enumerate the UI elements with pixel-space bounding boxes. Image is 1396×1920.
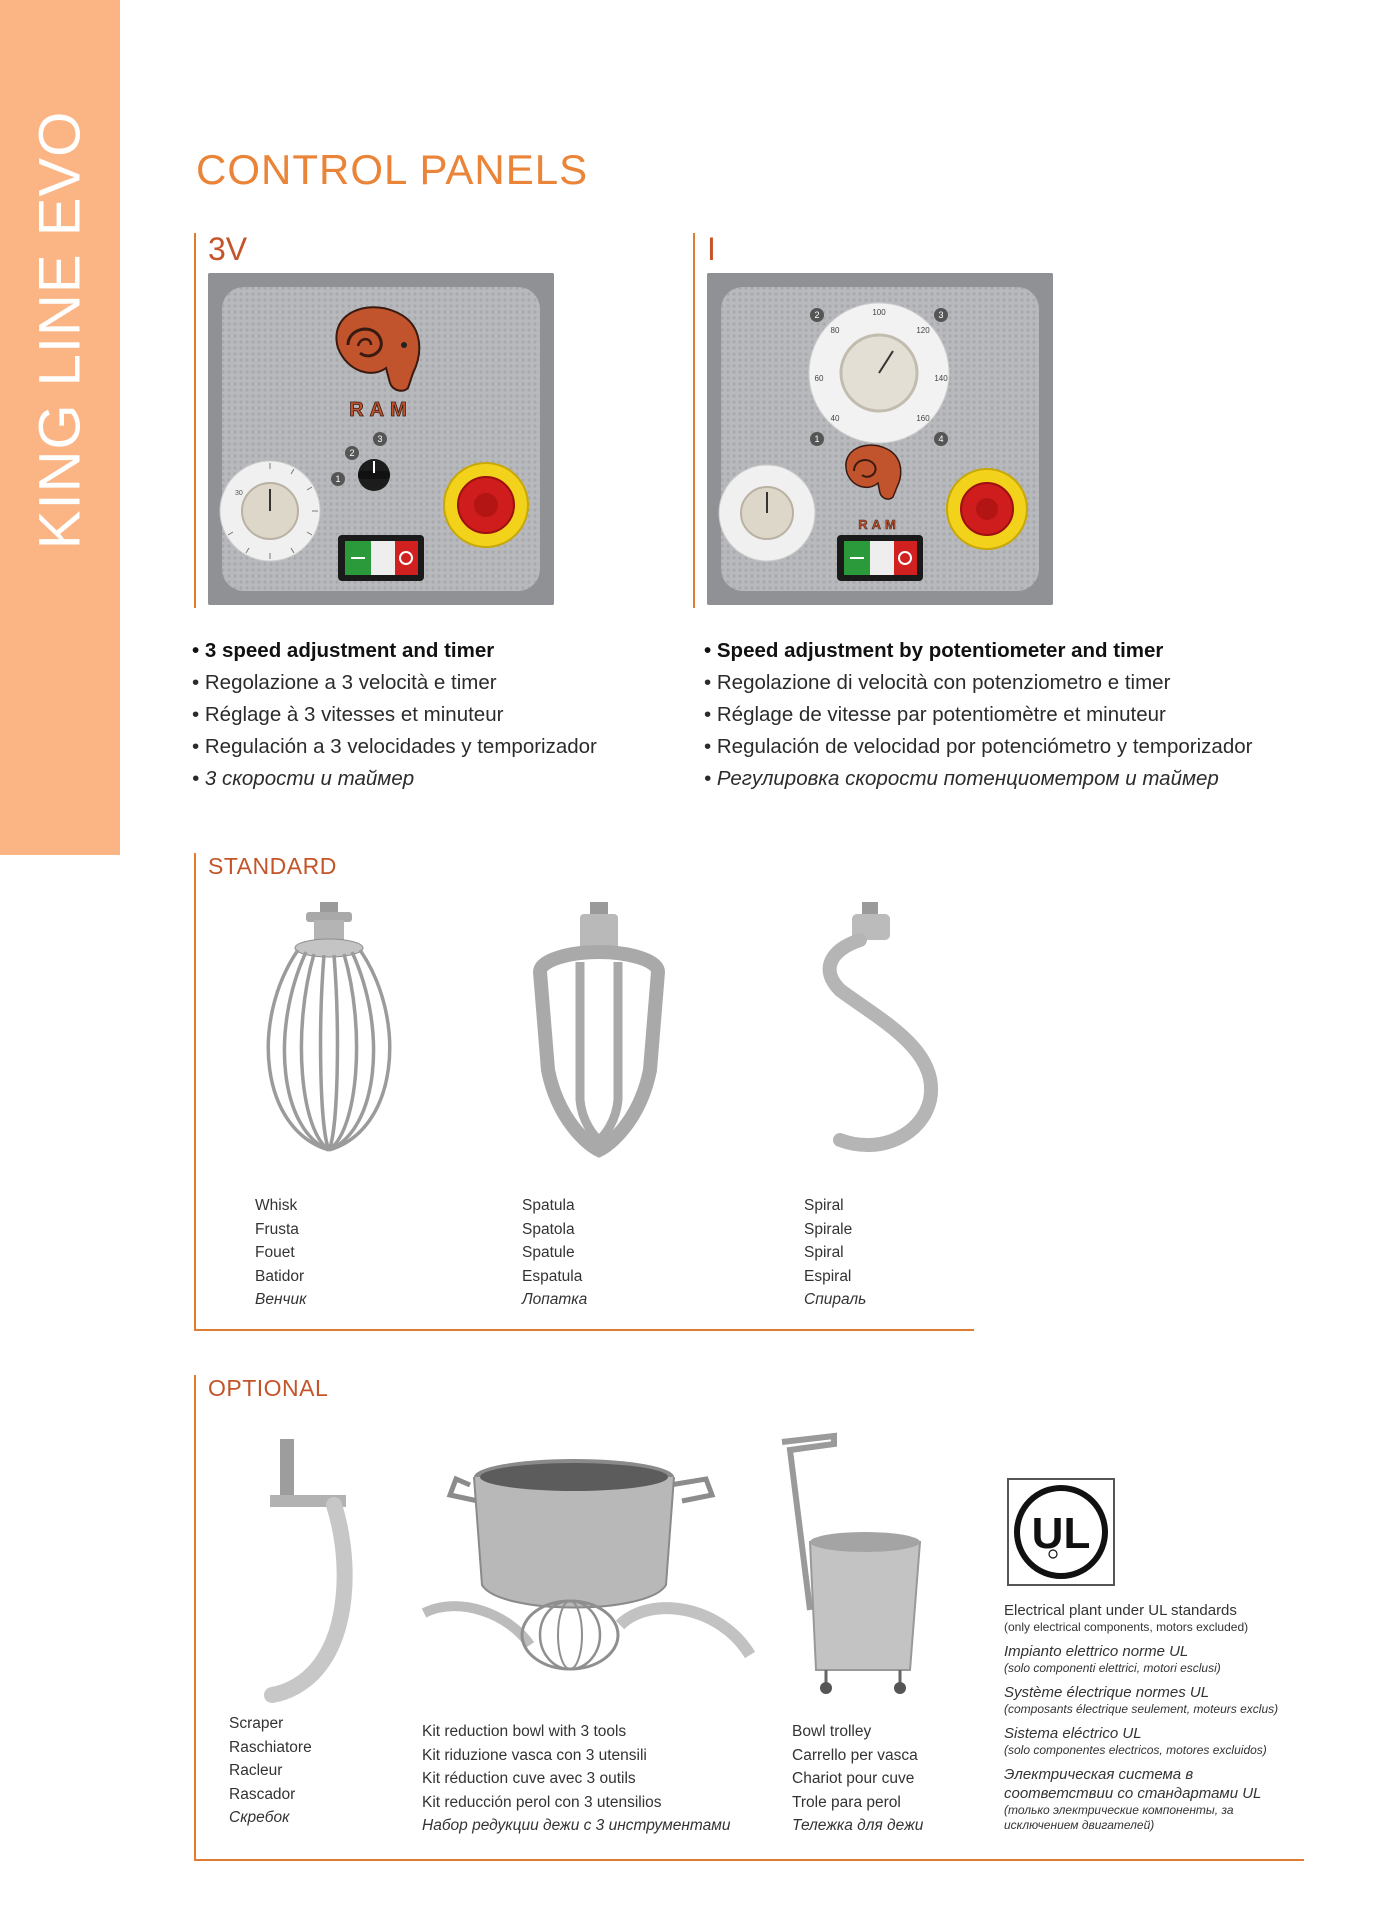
panel-i (693, 233, 1103, 608)
side-title: KING LINE EVO (27, 110, 93, 550)
ul-sub-es: (solo componentes electricos, motores excluidos) (1004, 1743, 1267, 1757)
speed-potentiometer-knob[interactable] (809, 303, 949, 443)
whisk-icon (240, 900, 420, 1160)
tool-name-ru: Лопатка (522, 1291, 588, 1309)
bowl-trolley-icon (770, 1430, 940, 1700)
tool-name-es: Trole para perol (792, 1793, 901, 1811)
panel-label: I (707, 231, 716, 267)
tool-name-fr: Racleur (229, 1762, 283, 1780)
tool-name-en: Spatula (522, 1197, 575, 1214)
panel-i-features (704, 635, 1252, 795)
whisk-names (255, 1194, 306, 1312)
tool-name-it: Kit riduzione vasca con 3 utensili (422, 1746, 647, 1764)
section-label: STANDARD (208, 853, 337, 879)
page-title: CONTROL PANELS (196, 146, 589, 193)
panel-i-image (707, 273, 1053, 605)
tool-name-fr: Fouet (255, 1244, 295, 1262)
tool-name-en: Spiral (804, 1197, 844, 1214)
tool-name-es: Rascador (229, 1785, 296, 1803)
tool-name-ru: Венчик (255, 1291, 307, 1309)
pot-scale-140: 140 (934, 374, 948, 383)
speed-selector-knob[interactable] (358, 459, 390, 491)
feature-ru: • 3 скорости и таймер (192, 767, 415, 790)
tool-name-en: Bowl trolley (792, 1723, 872, 1740)
pot-scale-100: 100 (872, 308, 886, 317)
on-off-switch[interactable] (837, 535, 923, 581)
tool-name-it: Spirale (804, 1220, 853, 1238)
tool-name-fr: Chariot pour cuve (792, 1770, 915, 1788)
feature-ru: • Регулировка скорости потенциометром и таймер (704, 767, 1219, 790)
spatula-names (522, 1194, 587, 1312)
tool-name-it: Carrello per vasca (792, 1746, 918, 1764)
spatula-icon (510, 900, 690, 1160)
pot-mark-3: 3 (938, 310, 944, 320)
pot-mark-1: 1 (814, 434, 820, 444)
feature-en: • 3 speed adjustment and timer (192, 639, 495, 662)
ul-sub-ru: (только электрические компоненты, за исключением двигателей) (1004, 1803, 1234, 1832)
panel-3v (194, 233, 604, 608)
ul-main-en: Electrical plant under UL standards (1004, 1602, 1237, 1619)
pot-mark-2: 2 (814, 310, 820, 320)
timer-knob[interactable] (719, 465, 815, 561)
panel-label: 3V (208, 231, 248, 267)
tool-name-it: Raschiatore (229, 1738, 312, 1756)
panel-3v-features (192, 635, 597, 795)
tool-name-ru: Тележка для дежи (792, 1817, 924, 1835)
panel-3v-image (208, 273, 554, 605)
feature-es: • Regulación de velocidad por potenciómetro y temporizador (704, 735, 1253, 758)
spiral-hook-icon (800, 900, 960, 1160)
speed-mark-3: 3 (377, 434, 383, 444)
timer-mark-30: 30 (235, 490, 243, 497)
ul-main-it: Impianto elettrico norme UL (1004, 1643, 1189, 1660)
ul-logo-text: UL (1031, 1509, 1091, 1558)
feature-fr: • Réglage à 3 vitesses et minuteur (192, 703, 504, 726)
ul-descriptions (1004, 1601, 1304, 1840)
ram-brand-text: RAM (858, 517, 900, 532)
tool-name-es: Kit reducción perol con 3 utensilios (422, 1793, 662, 1811)
timer-knob[interactable] (220, 461, 320, 561)
scraper-names (229, 1712, 312, 1830)
ul-main-ru: Электрическая система в соответствии со стандартами UL (1004, 1766, 1262, 1802)
feature-fr: • Réglage de vitesse par potentiomètre et minuteur (704, 703, 1166, 726)
tool-name-ru: Скребок (229, 1809, 290, 1827)
tool-name-ru: Спираль (804, 1291, 867, 1309)
tool-name-fr: Spatule (522, 1244, 575, 1262)
feature-it: • Regolazione a 3 velocità e timer (192, 671, 497, 694)
speed-mark-2: 2 (349, 448, 355, 458)
section-label: OPTIONAL (208, 1375, 329, 1401)
pot-scale-160: 160 (916, 414, 930, 423)
ul-certification-icon (1009, 1480, 1113, 1584)
tool-name-it: Spatola (522, 1220, 575, 1238)
pot-scale-60: 60 (814, 374, 824, 383)
tool-name-fr: Spiral (804, 1244, 844, 1262)
feature-en: • Speed adjustment by potentiometer and timer (704, 639, 1164, 662)
ul-logo (1007, 1478, 1115, 1586)
reduction-kit-names (422, 1720, 730, 1838)
tool-name-fr: Kit réduction cuve avec 3 outils (422, 1770, 636, 1788)
ul-sub-it: (solo componenti elettrici, motori esclusi) (1004, 1661, 1221, 1675)
scraper-icon (250, 1435, 370, 1705)
tool-name-es: Espiral (804, 1267, 852, 1285)
ul-main-fr: Système électrique normes UL (1004, 1684, 1210, 1701)
emergency-stop-button[interactable] (947, 469, 1027, 549)
reduction-kit-icon (420, 1455, 760, 1685)
tool-name-it: Frusta (255, 1220, 299, 1238)
ul-main-es: Sistema eléctrico UL (1004, 1725, 1142, 1742)
pot-scale-80: 80 (830, 326, 840, 335)
spiral-names (804, 1194, 866, 1312)
pot-scale-120: 120 (916, 326, 930, 335)
tool-name-es: Espatula (522, 1267, 583, 1285)
tool-name-es: Batidor (255, 1267, 305, 1285)
tool-name-en: Kit reduction bowl with 3 tools (422, 1723, 627, 1740)
pot-mark-4: 4 (938, 434, 944, 444)
pot-scale-40: 40 (830, 414, 840, 423)
on-off-switch[interactable] (338, 535, 424, 581)
ul-sub-en: (only electrical components, motors excluded) (1004, 1620, 1249, 1634)
bowl-trolley-names (792, 1720, 923, 1838)
side-band (0, 0, 120, 855)
tool-name-en: Scraper (229, 1715, 284, 1732)
tool-name-en: Whisk (255, 1197, 298, 1214)
ul-sub-fr: (composants électrique seulement, moteurs exclus) (1004, 1702, 1279, 1716)
emergency-stop-button[interactable] (444, 463, 528, 547)
feature-es: • Regulación a 3 velocidades y temporizador (192, 735, 597, 758)
speed-mark-1: 1 (335, 474, 341, 484)
ram-brand-text: RAM (349, 399, 413, 421)
feature-it: • Regolazione di velocità con potenziometro e timer (704, 671, 1171, 694)
tool-name-ru: Набор редукции дежи с 3 инструментами (422, 1817, 731, 1835)
